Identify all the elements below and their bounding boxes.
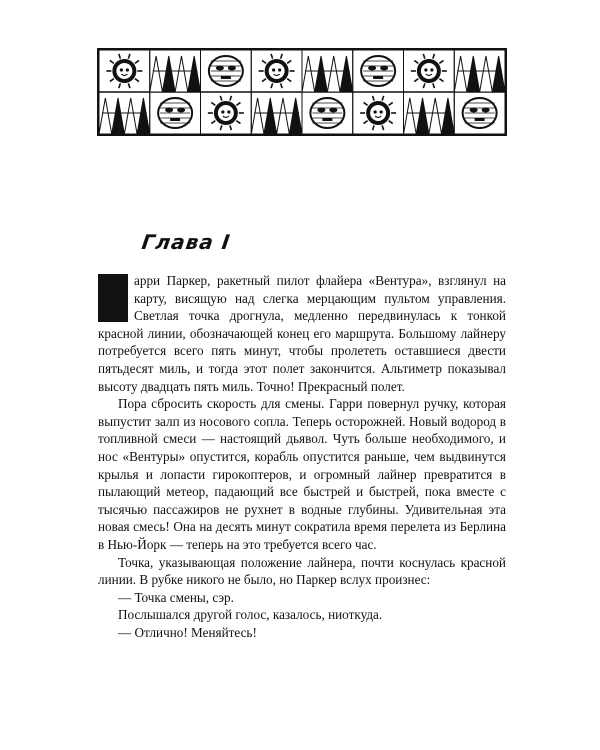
ornament-pattern	[99, 50, 505, 134]
drop-cap	[98, 274, 128, 322]
paragraph-1-text: арри Паркер, ракетный пилот флайера «Вентура», взглянул на карту, висящую над слегка мерцающим пультом управления. Светлая точка дрогнула, медленно передвинулась к тонкой красной линии, обозначающей конец его маршрута. Большому лайнеру потребуется всего пять минут, чтобы пролететь оставшиеся двести пятьдесят миль, и тогда этот полет закончится. Альтиметр показывал высоту двадцать пять миль. Точно! Прекрасный полет.	[98, 273, 506, 394]
paragraph-3: Точка, указывающая положение лайнера, почти коснулась красной линии. В рубке никого не было, но Паркер вслух произнес:	[98, 554, 506, 588]
dialog-line-2: — Отлично! Меняйтесь!	[118, 624, 257, 640]
ornamental-header-banner	[97, 48, 507, 136]
paragraph-2: Пора сбросить скорость для смены. Гарри повернул ручку, которая выпустит залп из носового сопла. Теперь осторожней. Новый водород в топливной смеси — настоящий дьявол. Чуть больше необходимого, и нос «Вентуры» опустится, корабль опустится раньше, чем выдвинутся крылья и лопасти гирокоптеров, и огромный лайнер превратится в пылающий метеор, падающий все быстрей и быстрей, пока вместе с тысячью пассажиров не рухнет в водные глубины. Удивительная эта новая смесь! Она на десять минут сократила время перелета из Берлина в Нью-Йорк — теперь на это требуется всего час.	[98, 396, 506, 552]
body-text	[98, 272, 506, 641]
paragraph-4: Послышался другой голос, казалось, ниоткуда.	[118, 607, 383, 623]
dialog-line-1: — Точка смены, сэр.	[118, 589, 234, 605]
chapter-title: Глава I	[140, 230, 233, 254]
paragraph-1	[98, 272, 506, 395]
